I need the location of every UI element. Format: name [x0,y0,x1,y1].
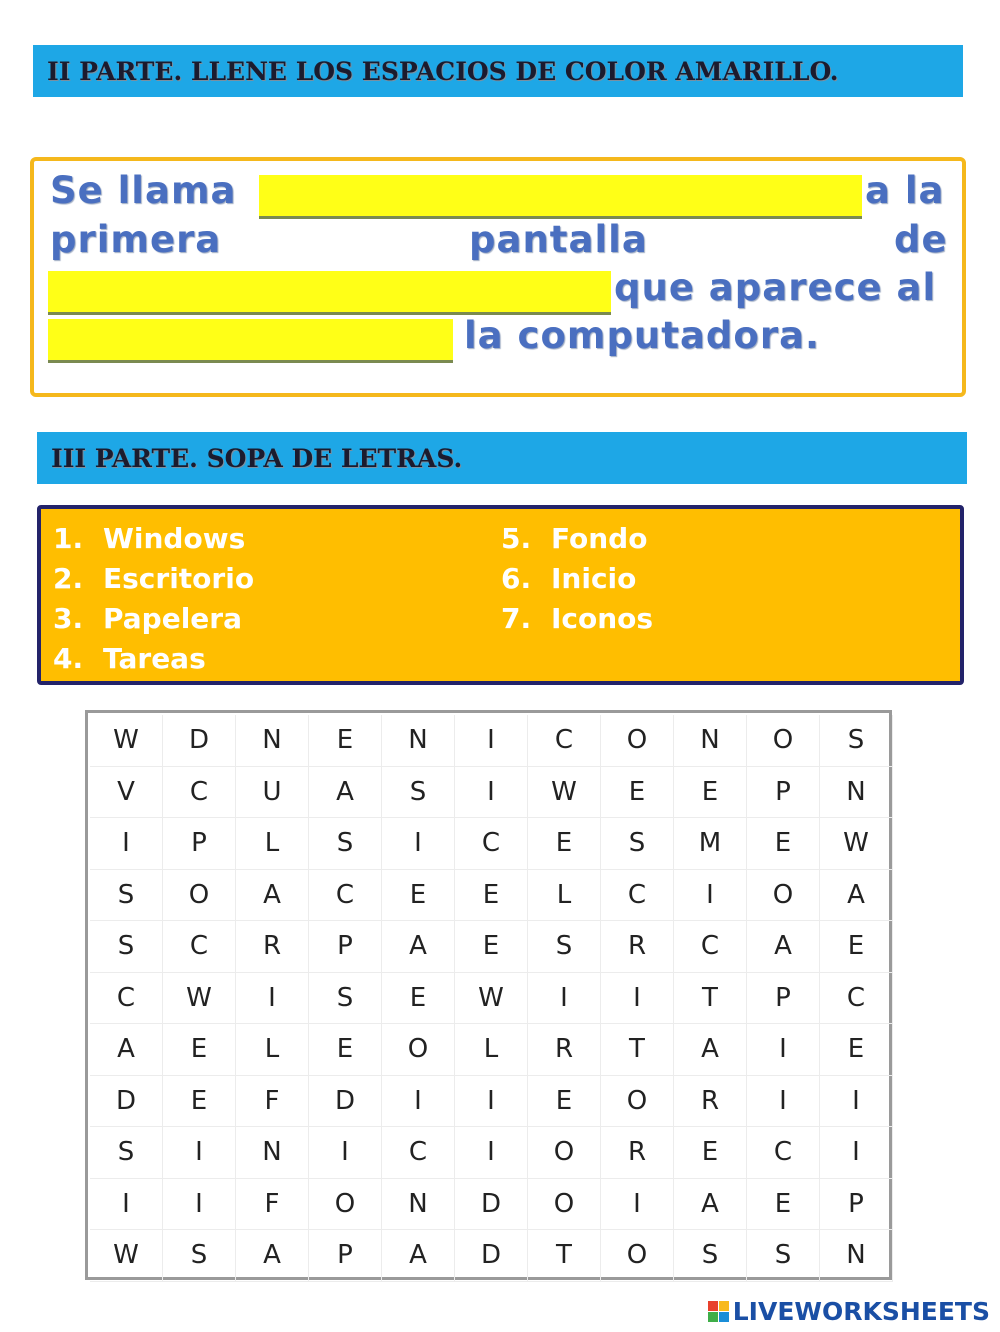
grid-cell[interactable]: P [820,1179,893,1231]
logo-icon [708,1301,729,1322]
grid-cell[interactable]: A [674,1179,747,1231]
word-search-grid[interactable] [85,710,892,1280]
grid-cell[interactable]: D [309,1076,382,1128]
grid-cell[interactable]: O [747,870,820,922]
grid-cell[interactable]: E [382,973,455,1025]
grid-cell[interactable]: I [601,973,674,1025]
word-list-box [37,505,964,685]
grid-cell[interactable]: I [163,1127,236,1179]
grid-cell[interactable]: E [747,818,820,870]
word-item: 5. Fondo [501,522,648,555]
grid-cell[interactable]: V [90,767,163,819]
grid-cell[interactable]: I [674,870,747,922]
grid-cell[interactable]: O [601,1076,674,1128]
grid-cell[interactable]: S [747,1230,820,1282]
part3-title: III PARTE. SOPA DE LETRAS. [37,432,967,484]
grid-cell[interactable]: L [236,818,309,870]
grid-cell[interactable]: A [820,870,893,922]
blank-input-1[interactable] [259,175,862,219]
liveworksheets-logo [708,1297,990,1326]
grid-cell[interactable]: E [309,715,382,767]
grid-cell[interactable]: W [455,973,528,1025]
grid-cell[interactable]: N [820,767,893,819]
grid-cell[interactable]: S [90,1127,163,1179]
word-list-right [501,519,653,639]
grid-cell[interactable]: I [90,818,163,870]
grid-cell[interactable]: R [601,921,674,973]
grid-cell[interactable]: N [382,1179,455,1231]
grid-cell[interactable]: A [747,921,820,973]
grid-cell[interactable]: S [309,818,382,870]
grid-cell[interactable]: W [163,973,236,1025]
sentence-seg3a: primera [50,218,222,261]
grid-cell[interactable]: I [455,767,528,819]
grid-cell[interactable]: A [382,1230,455,1282]
sentence-seg3c: de [894,218,948,261]
blank-input-3[interactable] [48,319,453,363]
grid-cell[interactable]: E [309,1024,382,1076]
sentence-seg5: la computadora. [464,314,821,357]
brand-text: LIVEWORKSHEETS [732,1297,990,1326]
grid-cell[interactable]: U [236,767,309,819]
grid-cell[interactable]: E [674,767,747,819]
grid-cell[interactable]: P [309,1230,382,1282]
grid-cell[interactable]: D [455,1230,528,1282]
grid-cell[interactable]: L [455,1024,528,1076]
grid-cell[interactable]: C [90,973,163,1025]
grid-cell[interactable]: I [309,1127,382,1179]
word-item: 3. Papelera [53,602,242,635]
grid-cell[interactable]: O [382,1024,455,1076]
grid-cell[interactable]: I [90,1179,163,1231]
grid-cell[interactable]: E [455,870,528,922]
grid-cell[interactable]: O [747,715,820,767]
logo-square [719,1312,729,1322]
grid-cell[interactable]: I [601,1179,674,1231]
grid-cell[interactable]: O [163,870,236,922]
grid-cell[interactable]: R [236,921,309,973]
grid-cell[interactable]: T [674,973,747,1025]
logo-square [719,1301,729,1311]
grid-cell[interactable]: S [90,921,163,973]
grid-cell[interactable]: P [747,767,820,819]
grid-cell[interactable]: O [528,1127,601,1179]
grid-cell[interactable]: N [674,715,747,767]
grid-cell[interactable]: C [528,715,601,767]
grid-cell[interactable]: D [455,1179,528,1231]
grid-cell[interactable]: M [674,818,747,870]
grid-cell[interactable]: P [163,818,236,870]
grid-cell[interactable]: E [163,1024,236,1076]
grid-cell[interactable]: S [382,767,455,819]
grid-cell[interactable]: A [674,1024,747,1076]
word-list-left [53,519,254,679]
sentence-seg3b: pantalla [469,218,648,261]
grid-cell[interactable]: I [747,1024,820,1076]
grid-cell[interactable]: W [528,767,601,819]
grid-cell[interactable]: N [382,715,455,767]
grid-cell[interactable]: F [236,1179,309,1231]
grid-cell[interactable]: C [382,1127,455,1179]
grid-cell[interactable]: T [601,1024,674,1076]
grid-cell[interactable]: I [747,1076,820,1128]
grid-cell[interactable]: I [455,715,528,767]
grid-cell[interactable]: I [236,973,309,1025]
grid-cell[interactable]: S [528,921,601,973]
grid-cell[interactable]: C [309,870,382,922]
grid-cell[interactable]: I [528,973,601,1025]
part2-title: II PARTE. LLENE LOS ESPACIOS DE COLOR AMARILLO. [33,45,963,97]
fill-in-box [30,157,966,397]
grid-cell[interactable]: R [674,1076,747,1128]
grid-cell[interactable]: I [820,1127,893,1179]
grid-cell[interactable]: O [309,1179,382,1231]
logo-square [708,1312,718,1322]
grid-cell[interactable]: C [163,767,236,819]
grid-cell[interactable]: W [820,818,893,870]
sentence-seg1: Se llama [50,169,237,212]
grid-cell[interactable]: E [528,818,601,870]
grid-cell[interactable]: E [163,1076,236,1128]
grid-cell[interactable]: E [382,870,455,922]
grid-cell[interactable]: O [528,1179,601,1231]
grid-cell[interactable]: I [163,1179,236,1231]
grid-cell[interactable]: S [674,1230,747,1282]
sentence-seg4: que aparece al [614,266,937,309]
grid-cell[interactable]: A [309,767,382,819]
grid-cell[interactable]: R [601,1127,674,1179]
grid-cell[interactable]: D [163,715,236,767]
word-item: 7. Iconos [501,602,654,635]
grid-cell[interactable]: I [455,1127,528,1179]
grid-cell[interactable]: P [747,973,820,1025]
logo-square [708,1301,718,1311]
grid-cell[interactable]: C [455,818,528,870]
grid-cell[interactable]: R [528,1024,601,1076]
grid-cell[interactable]: D [90,1076,163,1128]
grid-cell[interactable]: S [163,1230,236,1282]
grid-cell[interactable]: A [382,921,455,973]
blank-input-2[interactable] [48,271,611,315]
grid-cell[interactable]: T [528,1230,601,1282]
word-item: 2. Escritorio [53,562,255,595]
grid-cell[interactable]: E [820,1024,893,1076]
grid-cell[interactable]: W [90,715,163,767]
word-item: 1. Windows [53,522,246,555]
grid-cell[interactable]: L [528,870,601,922]
grid-cell[interactable]: I [382,1076,455,1128]
grid-cell[interactable]: I [382,818,455,870]
grid-cell[interactable]: P [309,921,382,973]
grid-cell[interactable]: F [236,1076,309,1128]
grid-cell[interactable]: W [90,1230,163,1282]
grid-cell[interactable]: S [601,818,674,870]
grid-cell[interactable]: O [601,715,674,767]
grid-cell[interactable]: L [236,1024,309,1076]
grid-cell[interactable]: C [163,921,236,973]
grid-cell[interactable]: S [309,973,382,1025]
word-item: 6. Inicio [501,562,637,595]
grid-cell[interactable]: C [674,921,747,973]
grid-cell[interactable]: I [455,1076,528,1128]
word-item: 4. Tareas [53,642,206,675]
grid-cell[interactable]: I [820,1076,893,1128]
grid-cell[interactable]: C [601,870,674,922]
sentence-seg2: a la [865,169,945,212]
grid-cell[interactable]: A [236,870,309,922]
grid-cell[interactable]: C [820,973,893,1025]
grid-cell[interactable]: A [236,1230,309,1282]
grid-cell[interactable]: E [601,767,674,819]
grid-cell[interactable]: N [820,1230,893,1282]
grid-cell[interactable]: O [601,1230,674,1282]
grid-cell[interactable]: E [455,921,528,973]
grid-cell[interactable]: S [90,870,163,922]
grid-cell[interactable]: A [90,1024,163,1076]
grid-cell[interactable]: S [820,715,893,767]
grid-cell[interactable]: C [747,1127,820,1179]
grid-cell[interactable]: N [236,1127,309,1179]
grid-cell[interactable]: N [236,715,309,767]
grid-cell[interactable]: E [528,1076,601,1128]
grid-cell[interactable]: E [747,1179,820,1231]
grid-cell[interactable]: E [820,921,893,973]
grid-cell[interactable]: E [674,1127,747,1179]
